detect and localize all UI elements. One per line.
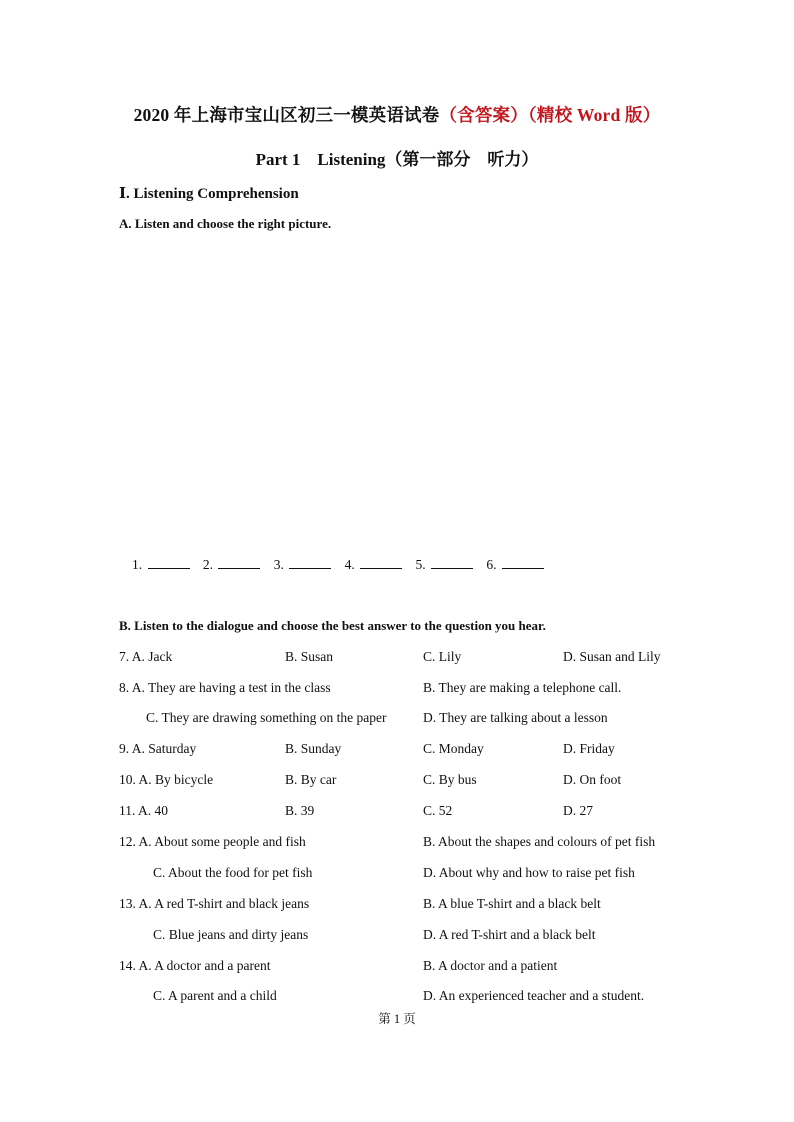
question-13-line-1 — [0, 896, 794, 916]
q11-option-d: D. 27 — [563, 803, 593, 818]
question-12-line-1 — [0, 834, 794, 854]
q9-option-a: 9. A. Saturday — [119, 741, 197, 756]
q14-option-d: D. An experienced teacher and a student. — [423, 988, 645, 1003]
q10-option-b: B. By car — [285, 772, 337, 787]
q12-option-d: D. About why and how to raise pet fish — [423, 865, 635, 880]
q9-option-c: C. Monday — [423, 741, 484, 756]
q7-option-d: D. Susan and Lily — [563, 649, 661, 664]
q8-option-d: D. They are talking about a lesson — [423, 710, 608, 725]
q13-option-a: 13. A. A red T-shirt and black jeans — [119, 896, 310, 911]
q7-option-a: 7. A. Jack — [119, 649, 173, 664]
page-number: 第 1 页 — [378, 1012, 416, 1026]
blank-5: 5. — [416, 557, 474, 572]
q13-option-c: C. Blue jeans and dirty jeans — [153, 927, 309, 942]
q11-option-a: 11. A. 40 — [119, 803, 169, 818]
q12-option-a: 12. A. About some people and fish — [119, 834, 306, 849]
q11-option-b: B. 39 — [285, 803, 315, 818]
blank-6: 6. — [486, 557, 544, 572]
q13-option-b: B. A blue T-shirt and a black belt — [423, 896, 601, 911]
q9-option-b: B. Sunday — [285, 741, 342, 756]
section-heading: Ⅰ. Listening Comprehension — [119, 186, 299, 202]
answer-blanks — [132, 556, 554, 573]
q9-option-d: D. Friday — [563, 741, 615, 756]
blank-4: 4. — [345, 557, 403, 572]
question-12-line-2 — [0, 865, 794, 885]
question-8-line-1 — [0, 680, 794, 700]
question-14-line-2 — [0, 988, 794, 1008]
section-a-instruction: A. Listen and choose the right picture. — [119, 216, 332, 231]
q14-option-b: B. A doctor and a patient — [423, 958, 558, 973]
q14-option-c: C. A parent and a child — [153, 988, 277, 1003]
q12-option-c: C. About the food for pet fish — [153, 865, 313, 880]
section-b-instruction: B. Listen to the dialogue and choose the best answer to the question you hear. — [119, 618, 546, 633]
q8-option-c: C. They are drawing something on the paper — [146, 710, 387, 725]
q8-option-b: B. They are making a telephone call. — [423, 680, 622, 695]
q14-option-a: 14. A. A doctor and a parent — [119, 958, 271, 973]
question-14-line-1 — [0, 958, 794, 978]
title-main: 2020 年上海市宝山区初三一模英语试卷 — [133, 105, 440, 125]
question-8-line-2 — [0, 710, 794, 730]
question-11 — [0, 803, 794, 823]
q10-option-d: D. On foot — [563, 772, 622, 787]
q10-option-a: 10. A. By bicycle — [119, 772, 214, 787]
title-note: （含答案）（精校 Word 版） — [439, 105, 661, 125]
question-10 — [0, 772, 794, 792]
q11-option-c: C. 52 — [423, 803, 453, 818]
q7-option-b: B. Susan — [285, 649, 334, 664]
part-heading: Part 1 Listening（第一部分 听力） — [255, 150, 539, 169]
blank-2: 2. — [203, 557, 261, 572]
q13-option-d: D. A red T-shirt and a black belt — [423, 927, 596, 942]
q8-option-a: 8. A. They are having a test in the class — [119, 680, 331, 695]
question-9 — [0, 741, 794, 761]
document-title — [0, 102, 794, 127]
blank-1: 1. — [132, 557, 190, 572]
q12-option-b: B. About the shapes and colours of pet fish — [423, 834, 656, 849]
question-13-line-2 — [0, 927, 794, 947]
q7-option-c: C. Lily — [423, 649, 462, 664]
q10-option-c: C. By bus — [423, 772, 477, 787]
question-7 — [0, 649, 794, 669]
blank-3: 3. — [274, 557, 332, 572]
